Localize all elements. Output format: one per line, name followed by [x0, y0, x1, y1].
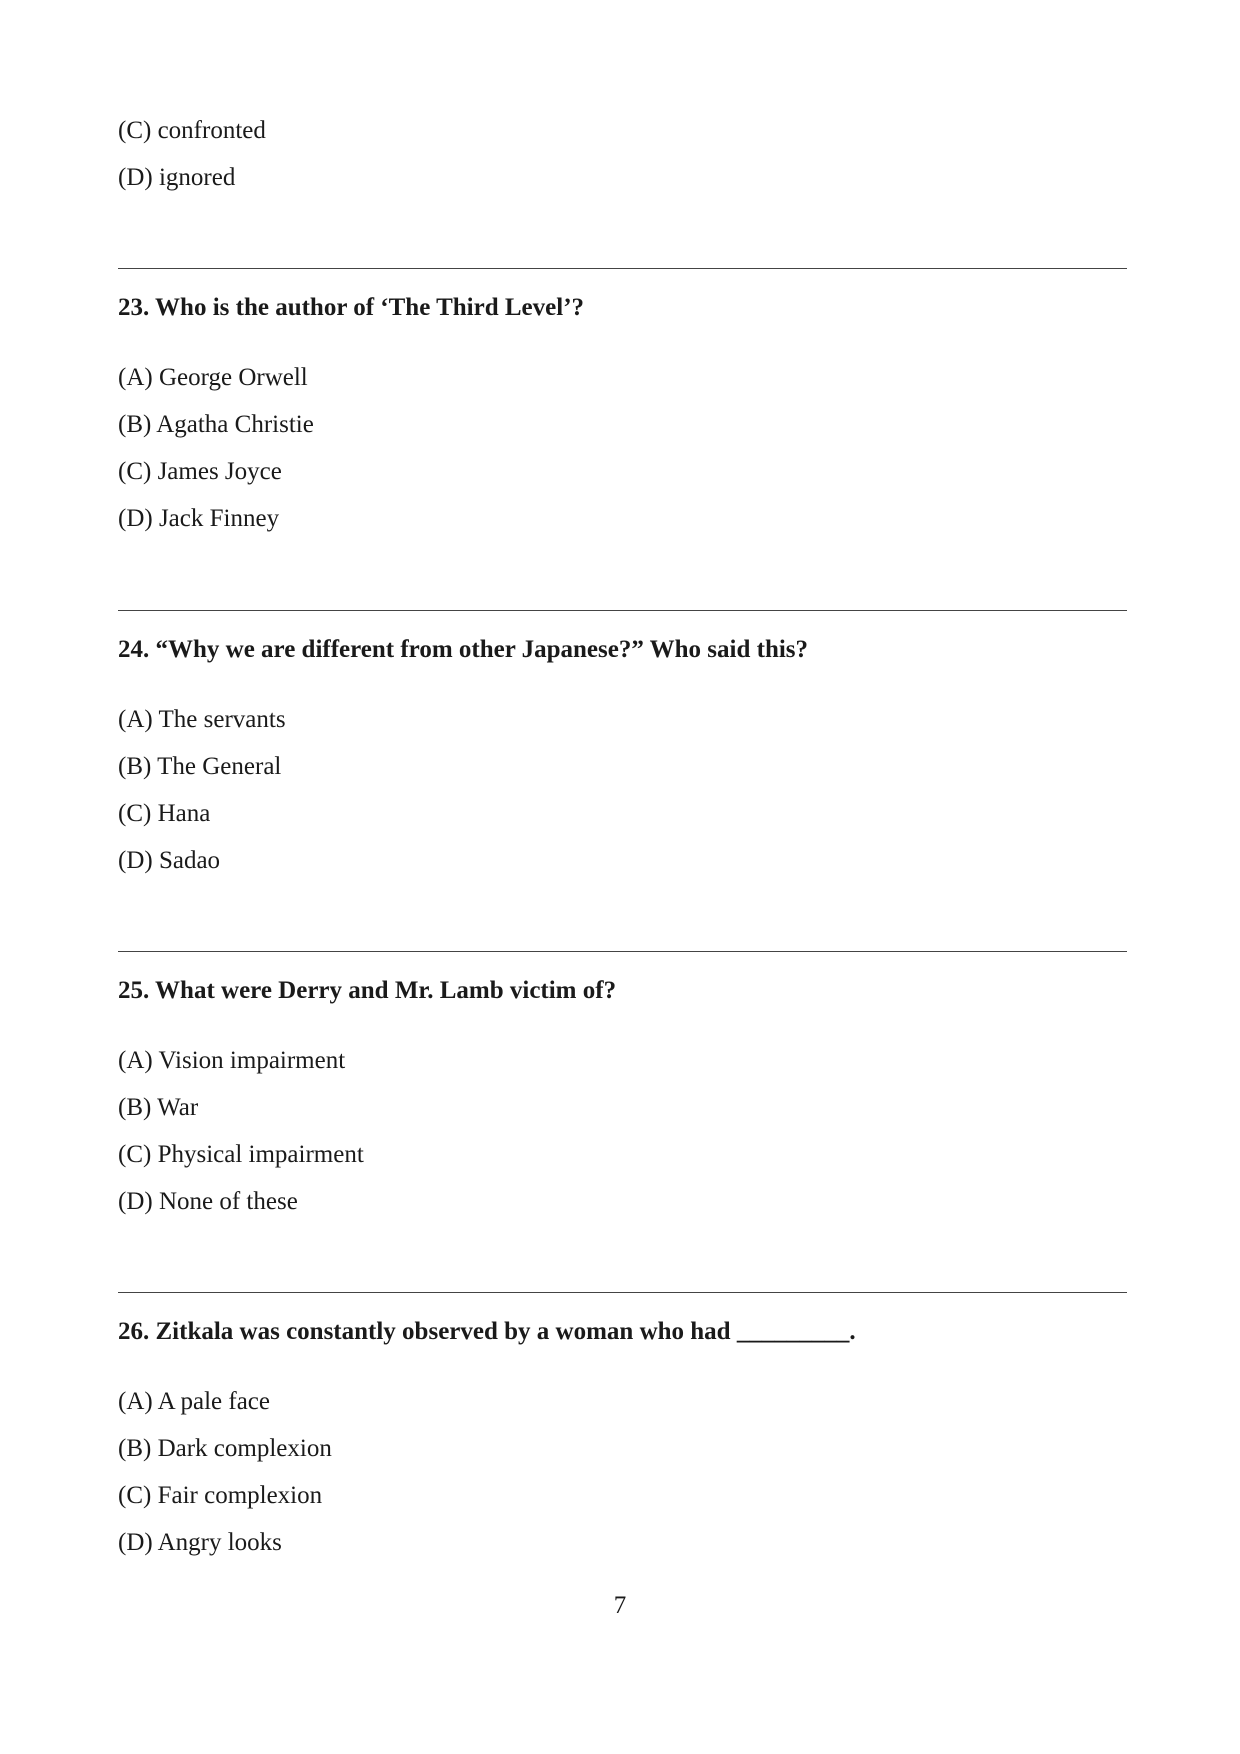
q26-option-c: (C) Fair complexion: [118, 1482, 323, 1509]
divider: [118, 610, 1127, 611]
question-25: 25. What were Derry and Mr. Lamb victim of?: [118, 977, 617, 1004]
divider: [118, 951, 1127, 952]
q23-option-b: (B) Agatha Christie: [118, 411, 314, 438]
q25-option-d: (D) None of these: [118, 1188, 298, 1215]
q26-option-b: (B) Dark complexion: [118, 1435, 332, 1462]
option-c-prev: (C) confronted: [118, 117, 266, 144]
q24-option-a: (A) The servants: [118, 706, 286, 733]
q23-option-a: (A) George Orwell: [118, 364, 308, 391]
q23-option-d: (D) Jack Finney: [118, 505, 280, 532]
option-d-prev: (D) ignored: [118, 164, 236, 191]
q26-option-d: (D) Angry looks: [118, 1529, 282, 1556]
q25-option-c: (C) Physical impairment: [118, 1141, 364, 1168]
question-24: 24. “Why we are different from other Japanese?” Who said this?: [118, 636, 809, 663]
page-number: 7: [613, 1592, 627, 1619]
question-23: 23. Who is the author of ‘The Third Level’?: [118, 294, 585, 321]
q26-option-a: (A) A pale face: [118, 1388, 271, 1415]
q24-option-b: (B) The General: [118, 753, 282, 780]
q25-option-b: (B) War: [118, 1094, 199, 1121]
q24-option-d: (D) Sadao: [118, 847, 221, 874]
question-26: 26. Zitkala was constantly observed by a woman who had _________.: [118, 1318, 856, 1345]
q25-option-a: (A) Vision impairment: [118, 1047, 346, 1074]
q23-option-c: (C) James Joyce: [118, 458, 282, 485]
q24-option-c: (C) Hana: [118, 800, 211, 827]
divider: [118, 268, 1127, 269]
divider: [118, 1292, 1127, 1293]
